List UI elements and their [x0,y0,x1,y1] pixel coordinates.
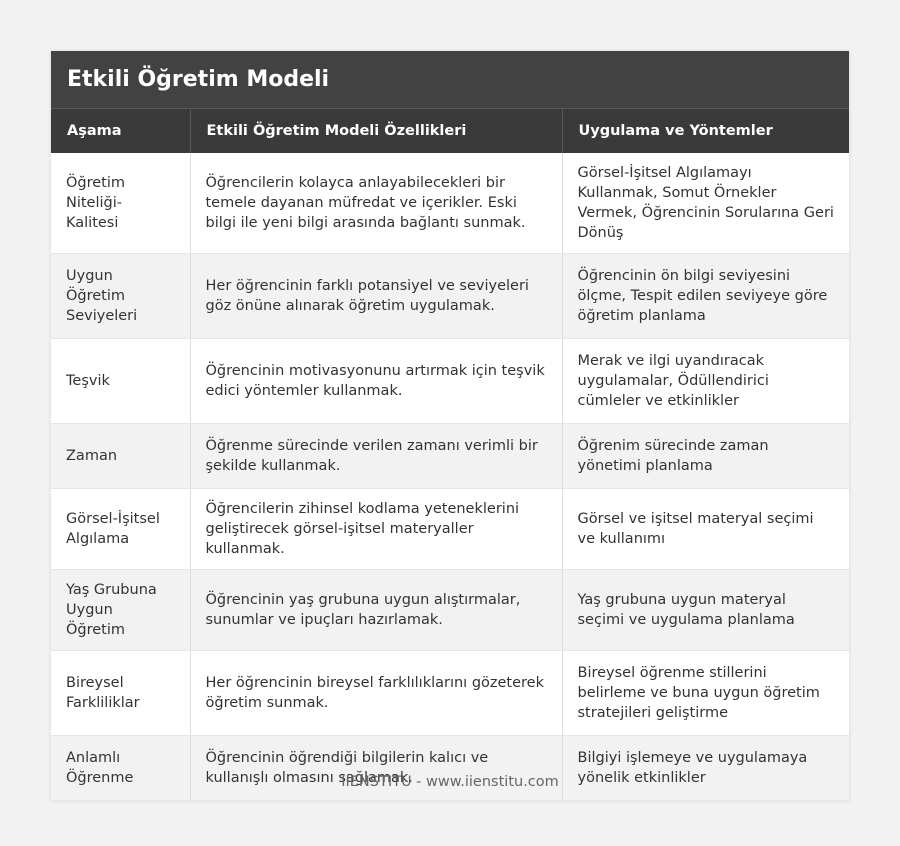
cell-features: Öğrencilerin zihinsel kodlama yeteneklerini geliştirecek görsel-işitsel materyaller kullanmak. [190,489,562,570]
cell-features: Öğrencinin öğrendiği bilgilerin kalıcı ve kullanışlı olmasını sağlamak. [190,736,562,801]
table-header [51,109,849,154]
cell-features: Her öğrencinin farklı potansiyel ve seviyeleri göz önüne alınarak öğretim uygulamak. [190,254,562,339]
cell-methods: Bilgiyi işlemeye ve uygulamaya yönelik etkinlikler [562,736,849,801]
cell-stage: Anlamlı Öğrenme [51,736,190,801]
cell-methods: Görsel ve işitsel materyal seçimi ve kullanımı [562,489,849,570]
table-row [51,424,849,489]
table-row [51,153,849,254]
model-table [51,108,849,801]
cell-stage: Öğretim Niteliği- Kalitesi [51,153,190,254]
cell-stage: Uygun Öğretim Seviyeleri [51,254,190,339]
cell-features: Her öğrencinin bireysel farklılıklarını gözeterek öğretim sunmak. [190,651,562,736]
cell-methods: Merak ve ilgi uyandıracak uygulamalar, Ödüllendirici cümleler ve etkinlikler [562,339,849,424]
header-methods: Uygulama ve Yöntemler [562,109,849,154]
table-row [51,489,849,570]
cell-features: Öğrencilerin kolayca anlayabilecekleri bir temele dayanan müfredat ve içerikler. Eski bilgi ile yeni bilgi arasında bağlantı sunmak. [190,153,562,254]
cell-methods: Öğrencinin ön bilgi seviyesini ölçme, Tespit edilen seviyeye göre öğretim planlama [562,254,849,339]
header-stage: Aşama [51,109,190,154]
cell-methods: Yaş grubuna uygun materyal seçimi ve uygulama planlama [562,570,849,651]
cell-methods: Öğrenim sürecinde zaman yönetimi planlama [562,424,849,489]
page-title: Etkili Öğretim Modeli [51,51,849,108]
header-features: Etkili Öğretim Modeli Özellikleri [190,109,562,154]
cell-stage: Zaman [51,424,190,489]
cell-stage: Yaş Grubuna Uygun Öğretim [51,570,190,651]
cell-stage: Teşvik [51,339,190,424]
table-row [51,736,849,801]
table-card [51,51,849,801]
cell-methods: Bireysel öğrenme stillerini belirleme ve buna uygun öğretim stratejileri geliştirme [562,651,849,736]
cell-features: Öğrenme sürecinde verilen zamanı verimli bir şekilde kullanmak. [190,424,562,489]
table-row [51,254,849,339]
table-row [51,570,849,651]
table-row [51,651,849,736]
cell-stage: Bireysel Farkliliklar [51,651,190,736]
table-row [51,339,849,424]
cell-methods: Görsel-İşitsel Algılamayı Kullanmak, Somut Örnekler Vermek, Öğrencinin Sorularına Geri Dönüş [562,153,849,254]
footer-credit: IIENSTITU - www.iienstitu.com [341,774,559,790]
table-body [51,153,849,801]
cell-features: Öğrencinin yaş grubuna uygun alıştırmalar, sunumlar ve ipuçları hazırlamak. [190,570,562,651]
cell-features: Öğrencinin motivasyonunu artırmak için teşvik edici yöntemler kullanmak. [190,339,562,424]
cell-stage: Görsel-İşitsel Algılama [51,489,190,570]
